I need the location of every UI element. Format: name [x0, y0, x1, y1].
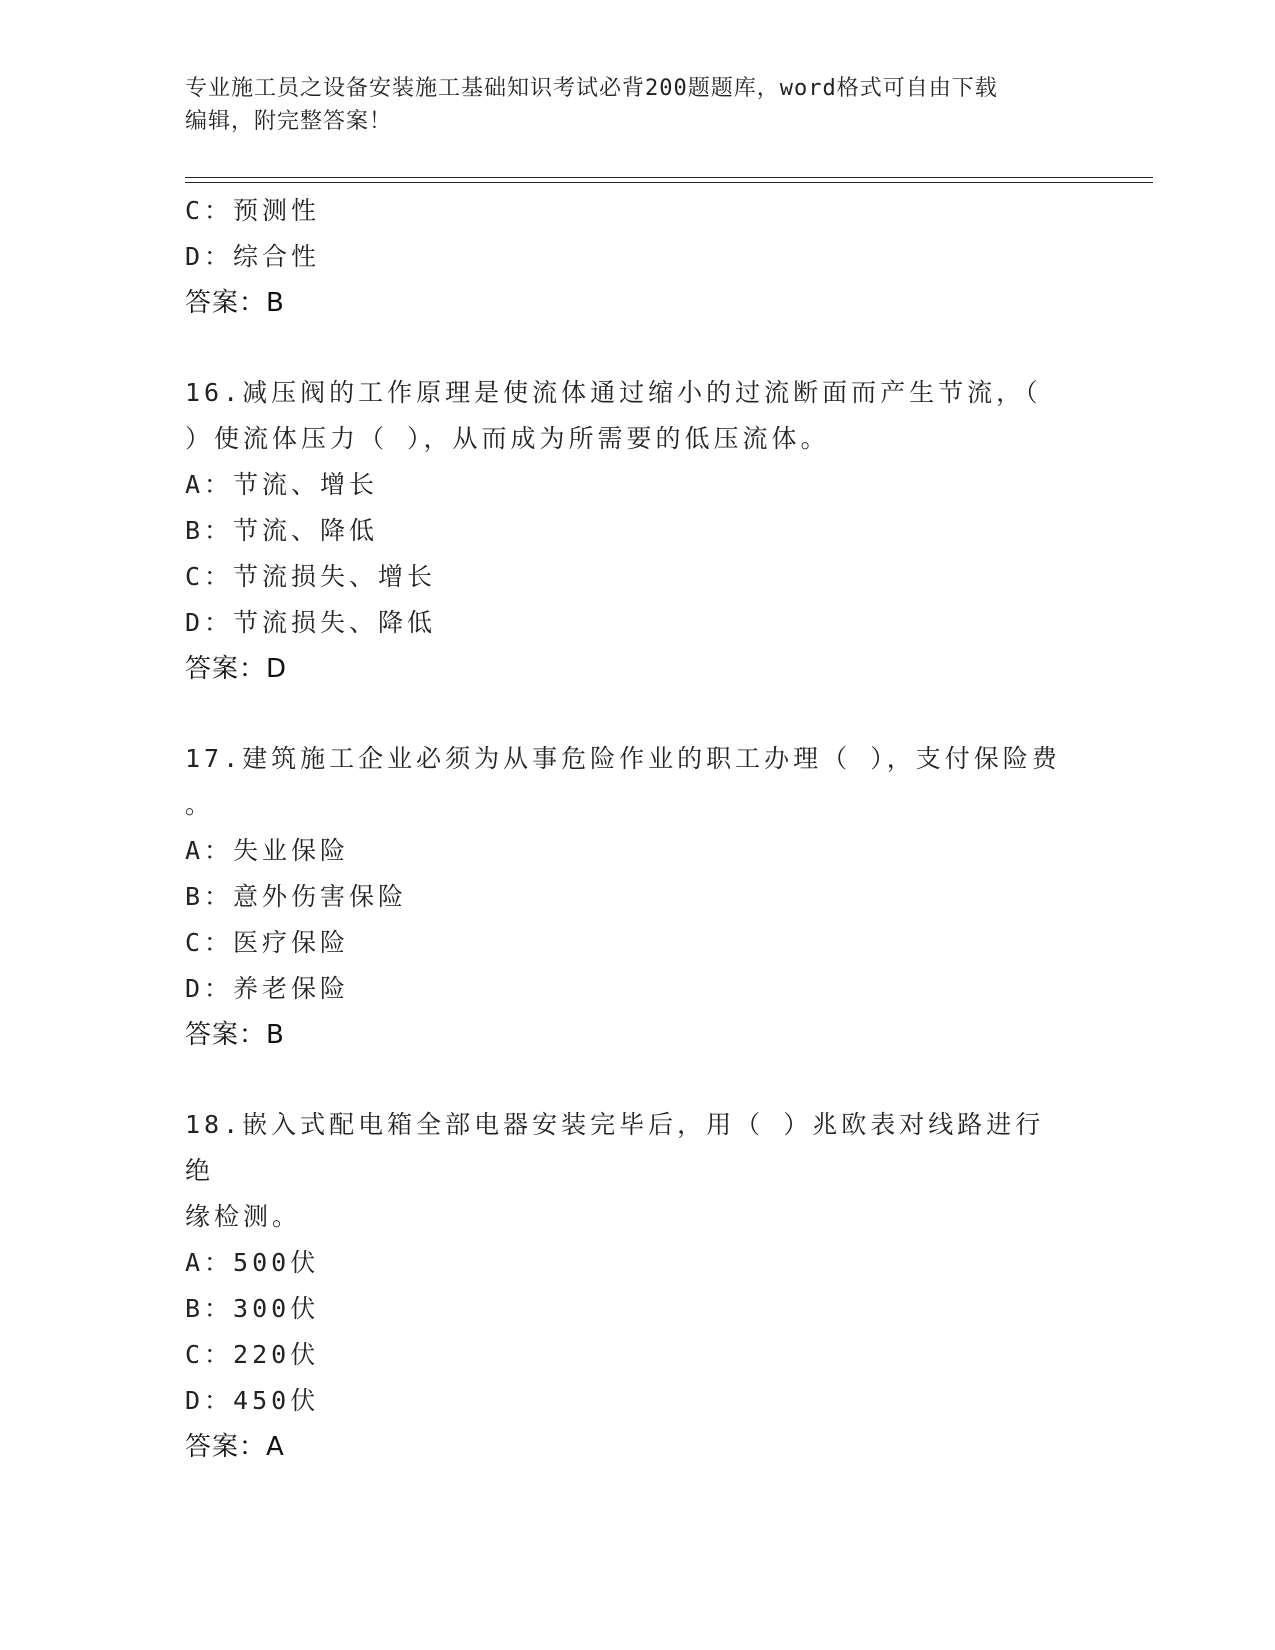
answer: 答案：A	[185, 1432, 285, 1462]
option-a: A：失业保险	[185, 836, 350, 865]
question-15-tail	[185, 188, 1085, 326]
option-b: B：意外伤害保险	[185, 882, 408, 911]
question-spacer	[185, 1058, 1085, 1102]
question-text-line-1: 16.减压阀的工作原理是使流体通过缩小的过流断面而产生节流，（	[185, 378, 1042, 407]
document-header	[185, 72, 1065, 138]
option-c: C：220伏	[185, 1340, 320, 1369]
option-d: D：养老保险	[185, 974, 350, 1003]
question-text-line-2: 缘检测。	[185, 1202, 302, 1231]
option-b: B：300伏	[185, 1294, 320, 1323]
answer: 答案：D	[185, 654, 288, 684]
option-d: D：节流损失、降低	[185, 608, 437, 637]
option-b: B：节流、降低	[185, 516, 379, 545]
question-text-line-1: 17.建筑施工企业必须为从事危险作业的职工办理（ ），支付保险费	[185, 744, 1061, 773]
question-spacer	[185, 692, 1085, 736]
option-a: A：节流、增长	[185, 470, 379, 499]
option-c: C：医疗保险	[185, 928, 350, 957]
answer: 答案：B	[185, 288, 285, 318]
option-d: D：450伏	[185, 1386, 320, 1415]
question-text-line-2: ）使流体压力（ ），从而成为所需要的低压流体。	[185, 424, 830, 453]
question-17	[185, 736, 1085, 1058]
question-text-line-1: 18.嵌入式配电箱全部电器安装完毕后，用（ ）兆欧表对线路进行绝	[185, 1110, 1045, 1185]
question-spacer	[185, 326, 1085, 370]
option-a: A：500伏	[185, 1248, 320, 1277]
question-16	[185, 370, 1085, 692]
question-text-line-2: 。	[185, 790, 215, 819]
answer: 答案：B	[185, 1020, 285, 1050]
header-divider-top	[185, 177, 1153, 178]
option-c: C：节流损失、增长	[185, 562, 437, 591]
header-line-2: 编辑，附完整答案！	[185, 109, 393, 134]
option-d: D：综合性	[185, 242, 321, 271]
header-divider-bottom	[185, 182, 1153, 183]
document-body	[185, 188, 1085, 1470]
question-18	[185, 1102, 1085, 1470]
header-line-1: 专业施工员之设备安装施工基础知识考试必背200题题库，word格式可自由下载	[185, 76, 998, 101]
option-c: C：预测性	[185, 196, 321, 225]
